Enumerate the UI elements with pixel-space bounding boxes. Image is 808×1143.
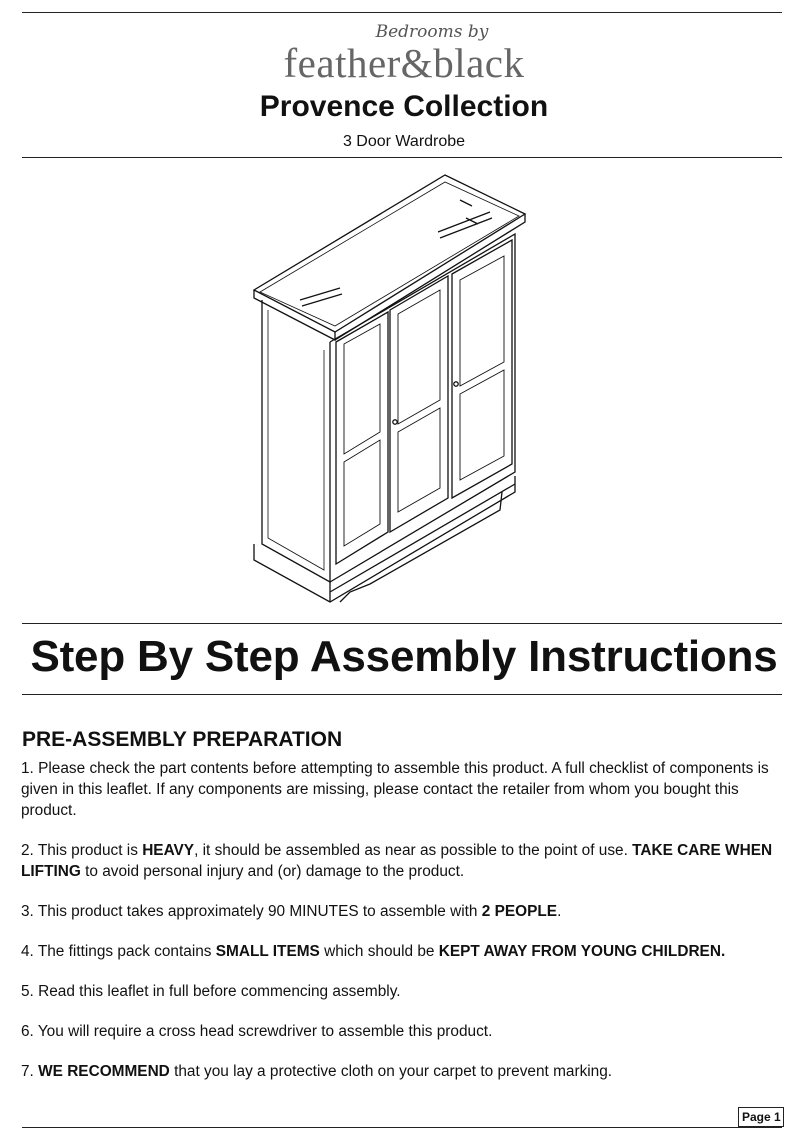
instruction-item: [21, 901, 786, 922]
instruction-text: 6. You will require a cross head screwdriver to assemble this product.: [21, 1023, 493, 1040]
headline-top-rule: [22, 623, 782, 624]
emphasis-text: HEAVY: [142, 842, 195, 859]
emphasis-text: TAKE CARE WHEN LIFTING: [21, 842, 773, 880]
instruction-text: 2. This product is: [21, 842, 143, 859]
instruction-text: 4. The fittings pack contains: [21, 943, 216, 960]
instruction-text: .: [557, 903, 562, 920]
brand-tagline-text: Bedrooms by: [375, 22, 489, 42]
instruction-item: [21, 981, 786, 1002]
emphasis-text: 2 PEOPLE: [481, 903, 558, 920]
headline-bottom-rule: [22, 694, 782, 695]
brand-logo: feather&black: [283, 40, 525, 86]
headline: Step By Step Assembly Instructions: [30, 632, 778, 681]
instruction-text: which should be: [319, 943, 439, 960]
instruction-item: [21, 758, 786, 821]
collection-title: Provence Collection: [259, 90, 549, 123]
header-rule: [22, 157, 782, 158]
instruction-item: [21, 840, 786, 882]
instruction-text: , it should be assembled as near as possible to the point of use.: [194, 842, 633, 859]
wardrobe-illustration: [240, 172, 530, 612]
instruction-text: 7.: [21, 1063, 39, 1080]
instruction-text: 3. This product takes approximately 90 MINUTES to assemble with: [21, 903, 482, 920]
instruction-text: 5. Read this leaflet in full before commencing assembly.: [21, 983, 401, 1000]
top-rule: [22, 12, 782, 13]
section-title: PRE-ASSEMBLY PREPARATION: [22, 728, 343, 751]
instruction-text: that you lay a protective cloth on your carpet to prevent marking.: [169, 1063, 613, 1080]
product-name: 3 Door Wardrobe: [342, 133, 466, 150]
instruction-text: to avoid personal injury and (or) damage to the product.: [80, 863, 465, 880]
instruction-item: [21, 941, 786, 962]
instruction-item: [21, 1061, 786, 1082]
instruction-item: [21, 1021, 786, 1042]
page-number: Page 1: [738, 1107, 784, 1127]
instruction-text: 1. Please check the part contents before attempting to assemble this product. A full checklist of components is given in this leaflet. If any components are missing, please contact the retailer from whom you bought this product.: [21, 760, 769, 819]
instruction-list: [21, 758, 786, 1101]
emphasis-text: KEPT AWAY FROM YOUNG CHILDREN.: [438, 943, 726, 960]
emphasis-text: SMALL ITEMS: [215, 943, 320, 960]
emphasis-text: WE RECOMMEND: [38, 1063, 170, 1080]
footer-rule: [22, 1127, 782, 1128]
